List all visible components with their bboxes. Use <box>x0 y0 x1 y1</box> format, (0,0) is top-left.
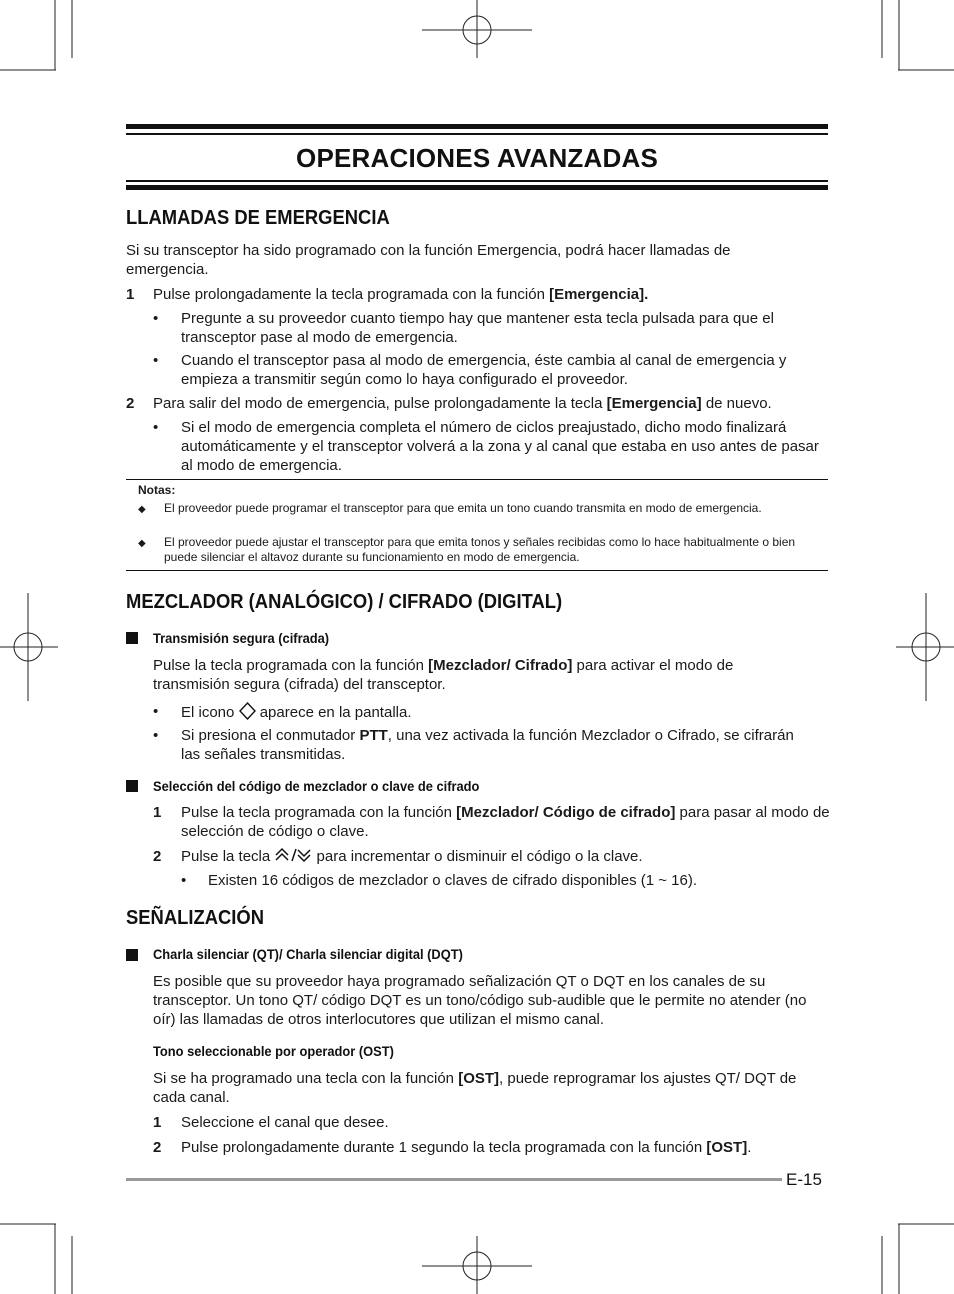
code-selection-step-2 <box>181 847 831 866</box>
emergency-step-2 <box>153 394 843 413</box>
scrambler-icon-note <box>181 702 821 722</box>
page-title: OPERACIONES AVANZADAS <box>296 143 658 173</box>
bullet: • <box>153 352 159 369</box>
square-bullet-icon <box>126 780 138 792</box>
text: Pulse la tecla programada con la función <box>181 804 457 821</box>
text: Pulse prolongadamente durante 1 segundo la tecla programada con la función <box>181 1139 707 1156</box>
ptt-note <box>181 726 811 764</box>
ost-text <box>153 1069 813 1107</box>
step-number: 2 <box>126 395 135 412</box>
text-tail: . <box>747 1139 752 1156</box>
section-title-emergency: LLAMADAS DE EMERGENCIA <box>126 207 390 229</box>
qt-dqt-text: Es posible que su proveedor haya programado señalización QT o DQT en los canales de su transceptor. Un tono QT/ código DQT es un tono/código sub-audible que le permite no atender (no oír) las llamadas de otros interlocutores que utilizan el mismo canal. <box>153 973 807 1028</box>
secure-transmission-text <box>153 656 813 694</box>
bullet: • <box>153 727 159 744</box>
title-rule-bottom-thin <box>126 180 828 182</box>
section-title-scrambler: MEZCLADOR (ANALÓGICO) / CIFRADO (DIGITAL) <box>126 591 563 613</box>
key-ptt: PTT <box>359 727 388 744</box>
code-count-note: Existen 16 códigos de mezclador o claves de cifrado disponibles (1 ~ 16). <box>208 872 698 889</box>
title-rule-bottom-thick <box>126 185 828 190</box>
step-number: 1 <box>126 286 135 303</box>
emergency-step-2-note-1: Si el modo de emergencia completa el número de ciclos preajustado, dicho modo finalizará automáticamente y el transceptor volverá a la zona y al canal que estaba en uso antes de pasar al modo de emergencia. <box>181 419 819 474</box>
bullet: • <box>153 310 159 327</box>
note-1: El proveedor puede programar el transceptor para que emita un tono cuando transmita en modo de emergencia. <box>164 501 762 515</box>
text-tail: , una vez activada la función Mezclador o Cifrado, se cifrarán las señales transmitidas. <box>181 727 794 763</box>
scrambler-diamond-icon <box>239 702 256 720</box>
square-bullet-icon <box>126 632 138 644</box>
text: Pulse la tecla programada con la función <box>153 657 429 674</box>
note-2: El proveedor puede ajustar el transceptor para que emita tonos y señales recibidas como lo hace habitualmente o bien puede silenciar el altavoz durante su funcionamiento en modo de emergencia. <box>164 535 796 564</box>
ost-step-1: Seleccione el canal que desee. <box>181 1114 389 1131</box>
subsection-title-ost: Tono seleccionable por operador (OST) <box>153 1043 394 1059</box>
text-tail: para activar el modo de transmisión segura (cifrada) del transceptor. <box>153 657 734 693</box>
subsection-title-qt-dqt: Charla silenciar (QT)/ Charla silenciar digital (DQT) <box>153 946 463 962</box>
step-text: Para salir del modo de emergencia, pulse prolongadamente la tecla <box>153 395 607 412</box>
bullet: • <box>181 872 187 889</box>
text-tail: para incrementar o disminuir el código o la clave. <box>312 848 643 865</box>
text: Si se ha programado una tecla con la función <box>153 1070 459 1087</box>
step-number: 2 <box>153 848 162 865</box>
emergency-intro: Si su transceptor ha sido programado con la función Emergencia, podrá hacer llamadas de emergencia. <box>126 242 731 278</box>
ost-step-2 <box>181 1138 841 1157</box>
key-scrambler-code: [Mezclador/ Código de cifrado] <box>456 804 676 821</box>
text-tail: aparece en la pantalla. <box>255 704 412 721</box>
key-emergency: [Emergencia]. <box>549 286 649 303</box>
text: Si presiona el conmutador <box>181 727 360 744</box>
page-number: E-15 <box>786 1170 822 1189</box>
footer-rule <box>126 1178 782 1181</box>
step-text: Pulse prolongadamente la tecla programada con la función <box>153 286 550 303</box>
text-tail: para pasar al modo de selección de código o clave. <box>181 804 830 840</box>
diamond-icon: ◆ <box>138 538 146 549</box>
text-tail: , puede reprogramar los ajustes QT/ DQT de cada canal. <box>153 1070 797 1106</box>
step-text-tail: de nuevo. <box>701 395 772 412</box>
section-title-signaling: SEÑALIZACIÓN <box>126 907 264 929</box>
bullet: • <box>153 419 159 436</box>
subsection-title-code-selection: Selección del código de mezclador o clave de cifrado <box>153 778 480 794</box>
code-selection-step-1 <box>181 803 831 841</box>
emergency-step-1 <box>153 285 833 304</box>
title-rule-top-thick <box>126 124 828 129</box>
square-bullet-icon <box>126 949 138 961</box>
key-ost: [OST] <box>706 1139 748 1156</box>
diamond-icon: ◆ <box>138 504 146 515</box>
subsection-title-secure-transmission: Transmisión segura (cifrada) <box>153 630 330 646</box>
text: El icono <box>181 704 239 721</box>
step-number: 2 <box>153 1139 162 1156</box>
notes-label: Notas: <box>138 483 176 497</box>
emergency-step-1-note-1: Pregunte a su proveedor cuanto tiempo hay que mantener esta tecla pulsada para que el transceptor pase al modo de emergencia. <box>181 310 774 346</box>
step-number: 1 <box>153 1114 162 1131</box>
text: Pulse la tecla <box>181 848 275 865</box>
step-number: 1 <box>153 804 162 821</box>
emergency-step-1-note-2: Cuando el transceptor pasa al modo de emergencia, éste cambia al canal de emergencia y empieza a transmitir según como lo haya configurado el proveedor. <box>181 352 787 388</box>
key-ost: [OST] <box>458 1070 500 1087</box>
up-down-arrows-icon <box>274 847 312 863</box>
key-scrambler: [Mezclador/ Cifrado] <box>428 657 573 674</box>
title-rule-top-thin <box>126 133 828 135</box>
key-emergency: [Emergencia] <box>606 395 702 412</box>
bullet: • <box>153 703 159 720</box>
